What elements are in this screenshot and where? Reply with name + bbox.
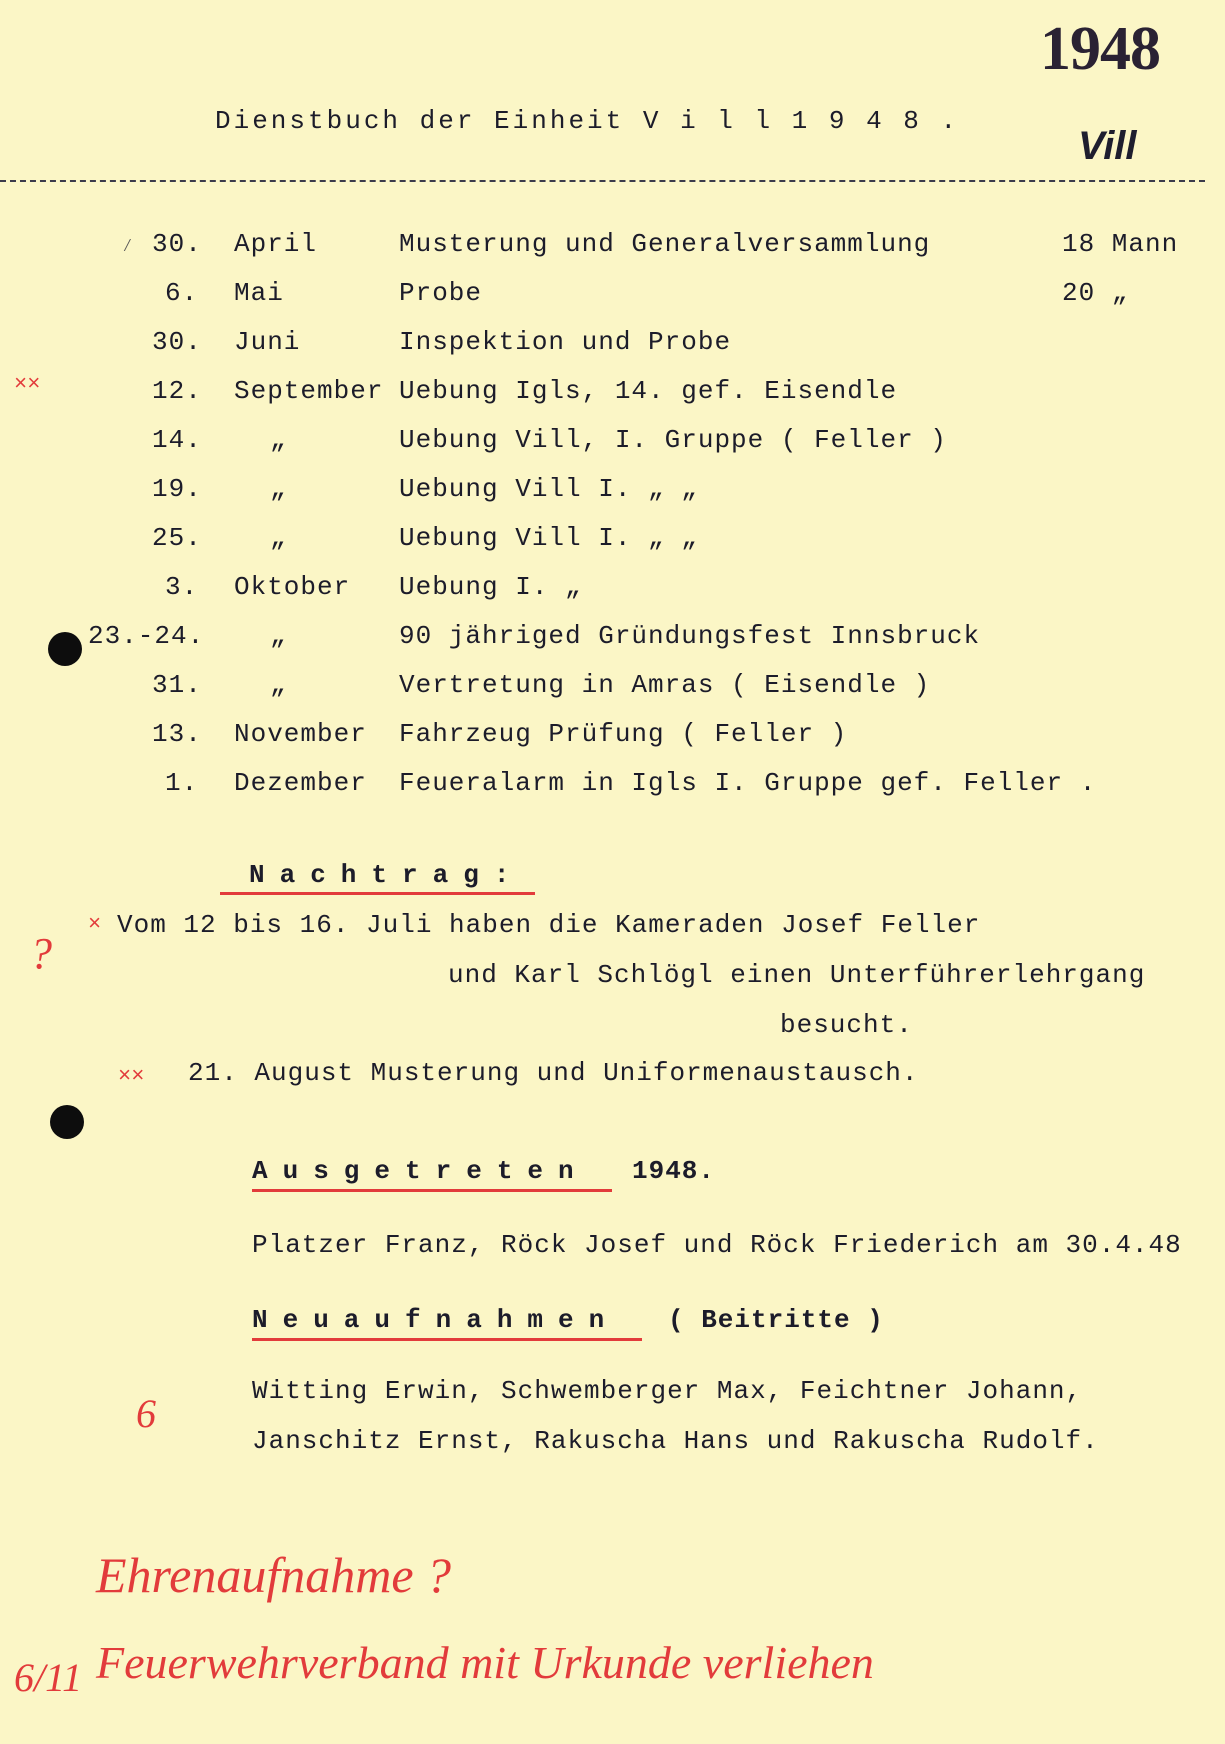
- entry-date: 30.: [152, 229, 202, 259]
- neuaufnahmen-sub: ( Beitritte ): [668, 1305, 884, 1335]
- red-xx-mark: ××: [118, 1064, 145, 1089]
- entry-text: Fahrzeug Prüfung ( Feller ): [399, 719, 848, 749]
- entry-date: 23.-24.: [88, 621, 205, 651]
- nachtrag-heading: Nachtrag:: [249, 860, 525, 890]
- header-divider: [0, 180, 1205, 182]
- entry-text: Inspektion und Probe: [399, 327, 732, 357]
- ausgetreten-heading: Ausgetreten: [252, 1156, 589, 1186]
- entry-month: „: [270, 621, 287, 651]
- check-mark-icon: ⁄: [122, 237, 134, 257]
- entry-month: „: [270, 523, 287, 553]
- red-underline: [252, 1338, 642, 1341]
- unit-stamp: Vill: [1078, 124, 1137, 168]
- entry-text: Uebung Igls, 14. gef. Eisendle: [399, 376, 898, 406]
- entry-date: 3.: [165, 572, 199, 602]
- entry-text: Feueralarm in Igls I. Gruppe gef. Feller .: [399, 768, 1097, 798]
- nachtrag-line: Vom 12 bis 16. Juli haben die Kameraden Josef Feller: [117, 910, 981, 940]
- entry-extra: 18 Mann: [1062, 229, 1179, 259]
- nachtrag-line: und Karl Schlögl einen Unterführerlehrgang: [448, 960, 1146, 990]
- entry-month: November: [234, 719, 367, 749]
- ausgetreten-year: 1948.: [632, 1156, 716, 1186]
- nachtrag-line: besucht.: [780, 1010, 913, 1040]
- entry-text: 90 jähriged Gründungsfest Innsbruck: [399, 621, 981, 651]
- punch-hole: [50, 1105, 84, 1139]
- red-underline: [252, 1189, 612, 1192]
- entry-month: „: [270, 670, 287, 700]
- red-x-mark: ×: [88, 912, 102, 937]
- entry-month: April: [234, 229, 318, 259]
- entry-text: Uebung Vill I. „ „: [399, 474, 698, 504]
- entry-month: „: [270, 425, 287, 455]
- handwritten-date: 6/11: [14, 1655, 83, 1700]
- entry-month: Oktober: [234, 572, 351, 602]
- entry-month: Juni: [234, 327, 301, 357]
- handwritten-note: Feuerwehrverband mit Urkunde verliehen: [96, 1637, 874, 1688]
- entry-month: Mai: [234, 278, 284, 308]
- entry-date: 6.: [165, 278, 199, 308]
- entry-text: Probe: [399, 278, 483, 308]
- entry-date: 30.: [152, 327, 202, 357]
- entry-text: Uebung I. „: [399, 572, 582, 602]
- page-title: Dienstbuch der Einheit V i l l 1 9 4 8 .: [215, 106, 960, 136]
- neuaufnahmen-line: Witting Erwin, Schwemberger Max, Feichtner Johann,: [252, 1376, 1083, 1406]
- red-question-mark: ?: [30, 929, 52, 978]
- handwritten-note: Ehrenaufnahme ?: [96, 1547, 452, 1603]
- entry-date: 31.: [152, 670, 202, 700]
- nachtrag-line: 21. August Musterung und Uniformenaustausch.: [188, 1058, 919, 1088]
- red-xx-mark: ××: [14, 372, 41, 397]
- neuaufnahmen-heading: Neuaufnahmen: [252, 1305, 620, 1335]
- red-underline: [220, 892, 535, 895]
- entry-date: 25.: [152, 523, 202, 553]
- margin-count: 6: [136, 1391, 156, 1436]
- entry-month: „: [270, 474, 287, 504]
- entry-text: Uebung Vill I. „ „: [399, 523, 698, 553]
- entry-date: 12.: [152, 376, 202, 406]
- entry-date: 13.: [152, 719, 202, 749]
- entry-date: 1.: [165, 768, 199, 798]
- ausgetreten-text: Platzer Franz, Röck Josef und Röck Friederich am 30.4.48: [252, 1230, 1182, 1260]
- punch-hole: [48, 632, 82, 666]
- entry-month: September: [234, 376, 384, 406]
- entry-date: 19.: [152, 474, 202, 504]
- entry-extra: 20 „: [1062, 278, 1129, 308]
- entry-month: Dezember: [234, 768, 367, 798]
- entry-text: Uebung Vill, I. Gruppe ( Feller ): [399, 425, 947, 455]
- neuaufnahmen-line: Janschitz Ernst, Rakuscha Hans und Rakuscha Rudolf.: [252, 1426, 1099, 1456]
- entry-row: [122, 229, 134, 259]
- year-stamp: 1948: [1040, 15, 1160, 83]
- entry-text: Musterung und Generalversammlung: [399, 229, 931, 259]
- entry-date: 14.: [152, 425, 202, 455]
- entry-text: Vertretung in Amras ( Eisendle ): [399, 670, 931, 700]
